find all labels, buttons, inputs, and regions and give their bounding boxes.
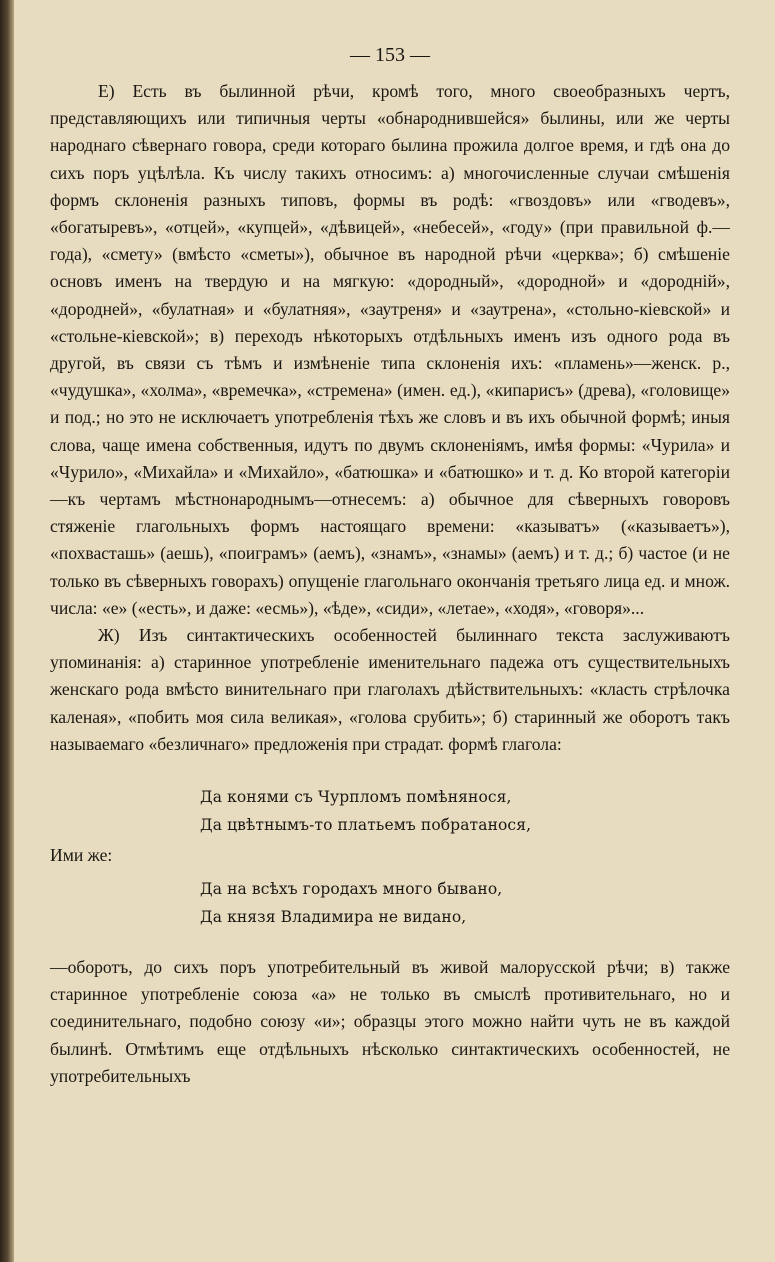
verse-line: Да на всѣхъ городахъ много бывано, — [200, 880, 503, 899]
verse-interjection: Ими же: — [50, 845, 113, 866]
page-number: — 153 — — [350, 44, 430, 66]
verse-quotation — [50, 780, 730, 928]
verse-line: Да цвѣтнымъ-то платьемъ побратанося, — [200, 816, 532, 835]
verse-line: Да князя Владимира не видано, — [200, 908, 467, 927]
paragraph-e: Е) Есть въ былинной рѣчи, кромѣ того, много своеобразныхъ чертъ, представляющихъ или типичныя черты «обнароднившейся» былины, или же черты народнаго сѣвернаго говора, среди котораго былина прожила долгое время, и гдѣ она до сихъ поръ уцѣлѣла. Къ числу такихъ относимъ: а) многочисленные случаи смѣшенія формъ склоненія разныхъ типовъ, формы въ родѣ: «гвоздовъ» или «гводевъ», «богатыревъ», «отцей», «купцей», «дѣвицей», «небесей», «году» (при правильной ф.—года), «смету» (вмѣсто «сметы»), обычное въ народной рѣчи «церква»; б) смѣшеніе основъ именъ на твердую и на мягкую: «дородный», «дородной» и «дороднiй», «дородней», «булатная» и «булатняя», «заутреня» и «заутрена», «стольно-кіевской» и «стольне-кіевской»; в) переходъ нѣкоторыхъ отдѣльныхъ именъ изъ одного рода въ другой, въ связи съ тѣмъ и измѣненіе типа склоненія ихъ: «пламень»—женск. р., «чудушка», «холма», «времечка», «стремена» (имен. ед.), «кипарисъ» (древа), «головище» и под.; но это не исключаетъ употребленія тѣхъ же словъ и въ ихъ обычной формѣ; иныя слова, чаще имена собственныя, идутъ по двумъ склоненіямъ, имѣя формы: «Чурила» и «Чурило», «Михайла» и «Михайло», «батюшка» и «батюшко» и т. д. Ко второй категоріи—къ чертамъ мѣстнонароднымъ—отнесемъ: а) обычное для сѣверныхъ говоровъ стяженіе глагольныхъ формъ настоящаго времени: «казыватъ» («казываетъ»), «похвасташь» (аешь), «поиграмъ» (аемъ), «знамъ», «знамы» (аемъ) и т. д.; б) частое (и не только въ сѣверныхъ говорахъ) опущеніе глагольнаго окончанія третьяго лица ед. и множ. числа: «е» («есть», и даже: «есмь»), «ѣде», «сиди», «летае», «ходя», «говоря»... — [50, 81, 730, 618]
paragraph-continuation: —оборотъ, до сихъ поръ употребительный въ живой малорусской рѣчи; в) также старинное употребленіе союза «а» не только въ смыслѣ противительнаго, но и соединительнаго, подобно союзу «и»; образцы этого можно найти чуть не въ каждой былинѣ. Отмѣтимъ еще отдѣльныхъ нѣсколько синтактическихъ особенностей, не употребительныхъ — [50, 957, 730, 1086]
book-page — [50, 40, 730, 1090]
book-binding-shadow — [0, 0, 14, 1262]
paragraph-zh: Ж) Изъ синтактическихъ особенностей былиннаго текста заслуживаютъ упоминанія: а) старинное употребленіе именительнаго падежа отъ существительныхъ женскаго рода вмѣсто винительнаго при глаголахъ дѣйствительныхъ: «класть стрѣлочка каленая», «побить моя сила великая», «голова срубить»; б) старинный же оборотъ такъ называемаго «безличнаго» предложенія при страдат. формѣ глагола: — [50, 625, 730, 754]
verse-line: Да конями съ Чурпломъ помѣнянося, — [200, 788, 512, 807]
